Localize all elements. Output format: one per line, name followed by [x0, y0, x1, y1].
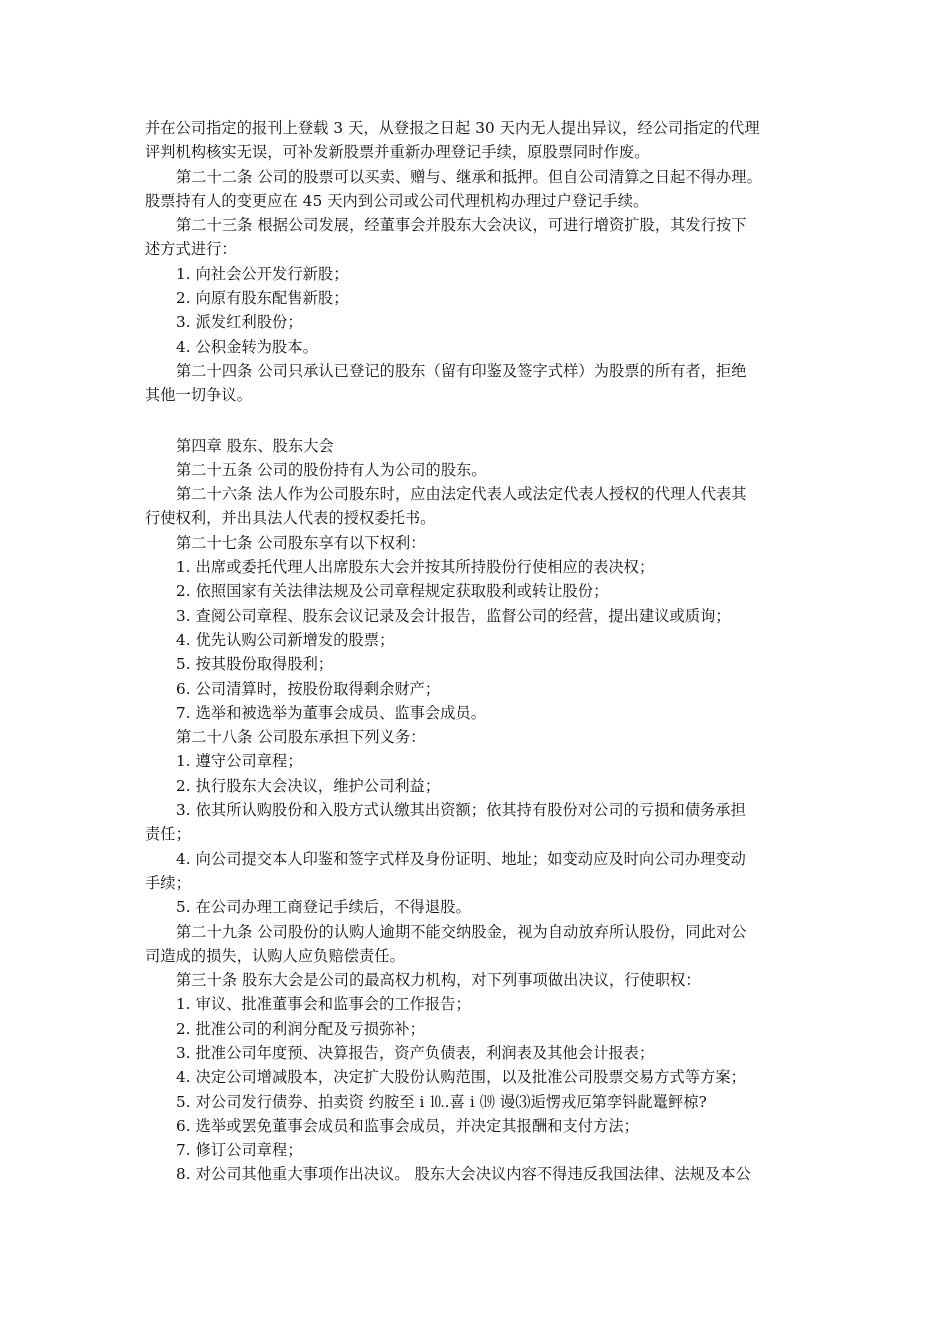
text-line: 评判机构核实无误，可补发新股票并重新办理登记手续，原股票同时作废。 — [145, 143, 650, 162]
document-body — [145, 116, 807, 1187]
article-line: 第二十九条 公司股份的认购人逾期不能交纳股金，视为自动放弃所认股份，同此对公 — [176, 922, 747, 941]
article-line: 第二十八条 公司股东承担下列义务： — [176, 728, 426, 747]
article-line: 第二十七条 公司股东享有以下权利： — [176, 533, 426, 552]
article-line: 第二十四条 公司只承认已登记的股东（留有印鉴及签字式样）为股票的所有者，拒绝 — [176, 361, 747, 380]
blank-line — [145, 408, 807, 434]
article-line: 第二十六条 法人作为公司股东时，应由法定代表人或法定代表人授权的代理人代表其 — [176, 485, 747, 504]
list-item: 6. 公司清算时，按股份取得剩余财产； — [176, 679, 441, 698]
list-item: 3. 查阅公司章程、股东会议记录及会计报告，监督公司的经营，提出建议或质询； — [176, 606, 731, 625]
text-line: 股票持有人的变更应在 45 天内到公司或公司代理机构办理过户登记手续。 — [145, 191, 649, 210]
list-item: 2. 执行股东大会决议，维护公司利益； — [176, 776, 441, 795]
text-line: 行使权利，并出具法人代表的授权委托书。 — [145, 509, 436, 528]
list-item: 4. 决定公司增减股本，决定扩大股份认购范围，以及批准公司股票交易方式等方案； — [176, 1068, 746, 1087]
chapter-heading: 第四章 股东、股东大会 — [176, 436, 334, 455]
list-item: 1. 遵守公司章程； — [176, 752, 303, 771]
text-line: 述方式进行： — [145, 240, 237, 259]
list-item: 7. 选举和被选举为董事会成员、监事会成员。 — [176, 703, 487, 722]
list-item: 8. 对公司其他重大事项作出决议。 股东大会决议内容不得违反我国法律、法规及本公 — [176, 1165, 751, 1184]
list-item: 5. 在公司办理工商登记手续后，不得退股。 — [176, 898, 471, 917]
article-line: 第二十五条 公司的股份持有人为公司的股东。 — [176, 460, 487, 479]
list-item: 7. 修订公司章程； — [176, 1141, 303, 1160]
list-item: 4. 优先认购公司新增发的股票； — [176, 630, 395, 649]
list-item: 4. 向公司提交本人印鉴和签字式样及身份证明、地址；如变动应及时向公司办理变动 — [176, 849, 746, 868]
list-item: 1. 出席或委托代理人出席股东大会并按其所持股份行使相应的表决权； — [176, 558, 655, 577]
article-line: 第二十三条 根据公司发展，经董事会并股东大会决议，可进行增资扩股，其发行按下 — [176, 216, 747, 235]
list-item: 3. 批准公司年度预、决算报告，资产负债表，利润表及其他会计报表； — [176, 1043, 655, 1062]
list-item: 4. 公积金转为股本。 — [176, 337, 318, 356]
text-line: 责任； — [145, 825, 191, 844]
list-item: 2. 批准公司的利润分配及亏损弥补； — [176, 1019, 425, 1038]
list-item: 2. 向原有股东配售新股； — [176, 289, 349, 308]
text-line: 手续； — [145, 873, 191, 892]
list-item: 6. 选举或罢免董事会成员和监事会成员，并决定其报酬和支付方法； — [176, 1116, 639, 1135]
text-line: 其他一切争议。 — [145, 386, 253, 405]
list-item: 5. 对公司发行债券、拍卖资 约胺至 i ⒑.喜 i ⒆ 谩⑶逅愣戎厄第孪钭龀鼍鲆椋? — [176, 1092, 707, 1111]
list-item: 3. 派发红利股份； — [176, 313, 303, 332]
article-line: 第三十条 股东大会是公司的最高权力机构，对下列事项做出决议，行使职权： — [176, 971, 701, 990]
list-item: 5. 按其股份取得股利； — [176, 655, 334, 674]
list-item: 2. 依照国家有关法律法规及公司章程规定获取股利或转让股份； — [176, 582, 609, 601]
list-item: 1. 向社会公开发行新股； — [176, 264, 349, 283]
list-item: 3. 依其所认购股份和入股方式认缴其出资额；依其持有股份对公司的亏损和债务承担 — [176, 801, 746, 820]
article-line: 第二十二条 公司的股票可以买卖、赠与、继承和抵押。但自公司清算之日起不得办理。 — [176, 167, 762, 186]
text-line: 司造成的损失，认购人应负赔偿责任。 — [145, 946, 405, 965]
text-line: 并在公司指定的报刊上登载 3 天，从登报之日起 30 天内无人提出异议，经公司指定的代理 — [145, 119, 760, 137]
list-item: 1. 审议、批准董事会和监事会的工作报告； — [176, 995, 471, 1014]
